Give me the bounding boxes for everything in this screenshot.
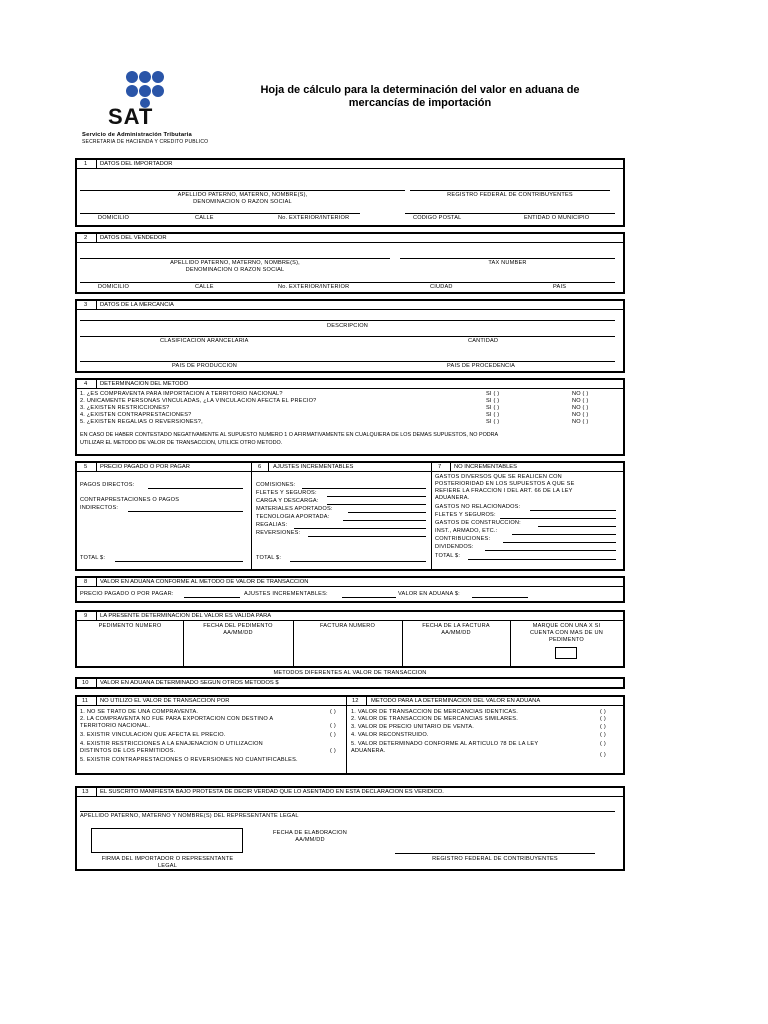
sat-logo-dots [122,70,168,108]
mark-11-4[interactable]: ( ) [330,748,336,754]
mark-12-1[interactable]: ( ) [600,709,606,715]
checkbox-no-4[interactable]: NO ( ) [572,412,589,418]
page-title-line2: mercancías de importación [348,97,492,109]
mark-12-4[interactable]: ( ) [600,732,606,738]
mark-12-5[interactable]: ( ) [600,741,606,747]
multiple-pedimento-checkbox[interactable] [555,647,577,659]
mark-11-3[interactable]: ( ) [330,732,336,738]
mark-12-3[interactable]: ( ) [600,724,606,730]
checkbox-no-1[interactable]: NO ( ) [572,391,589,397]
checkbox-si-3[interactable]: SI ( ) [486,405,500,411]
page-title-line1: Hoja de cálculo para la determinación del valor en aduana de [260,84,580,96]
signature-box[interactable] [91,828,243,853]
checkbox-no-5[interactable]: NO ( ) [572,419,589,425]
logo-org: Servicio de Administración Tributaria [82,132,192,138]
checkbox-no-2[interactable]: NO ( ) [572,398,589,404]
mark-12-6[interactable]: ( ) [600,752,606,758]
checkbox-si-5[interactable]: SI ( ) [486,419,500,425]
sat-logo-text: SAT [108,104,154,129]
mark-12-2[interactable]: ( ) [600,716,606,722]
mark-11-1[interactable]: ( ) [330,709,336,715]
checkbox-si-1[interactable]: SI ( ) [486,391,500,397]
logo-dept: SECRETARIA DE HACIENDA Y CREDITO PUBLICO [82,139,209,145]
checkbox-si-4[interactable]: SI ( ) [486,412,500,418]
mark-11-2[interactable]: ( ) [330,723,336,729]
checkbox-si-2[interactable]: SI ( ) [486,398,500,404]
checkbox-no-3[interactable]: NO ( ) [572,405,589,411]
